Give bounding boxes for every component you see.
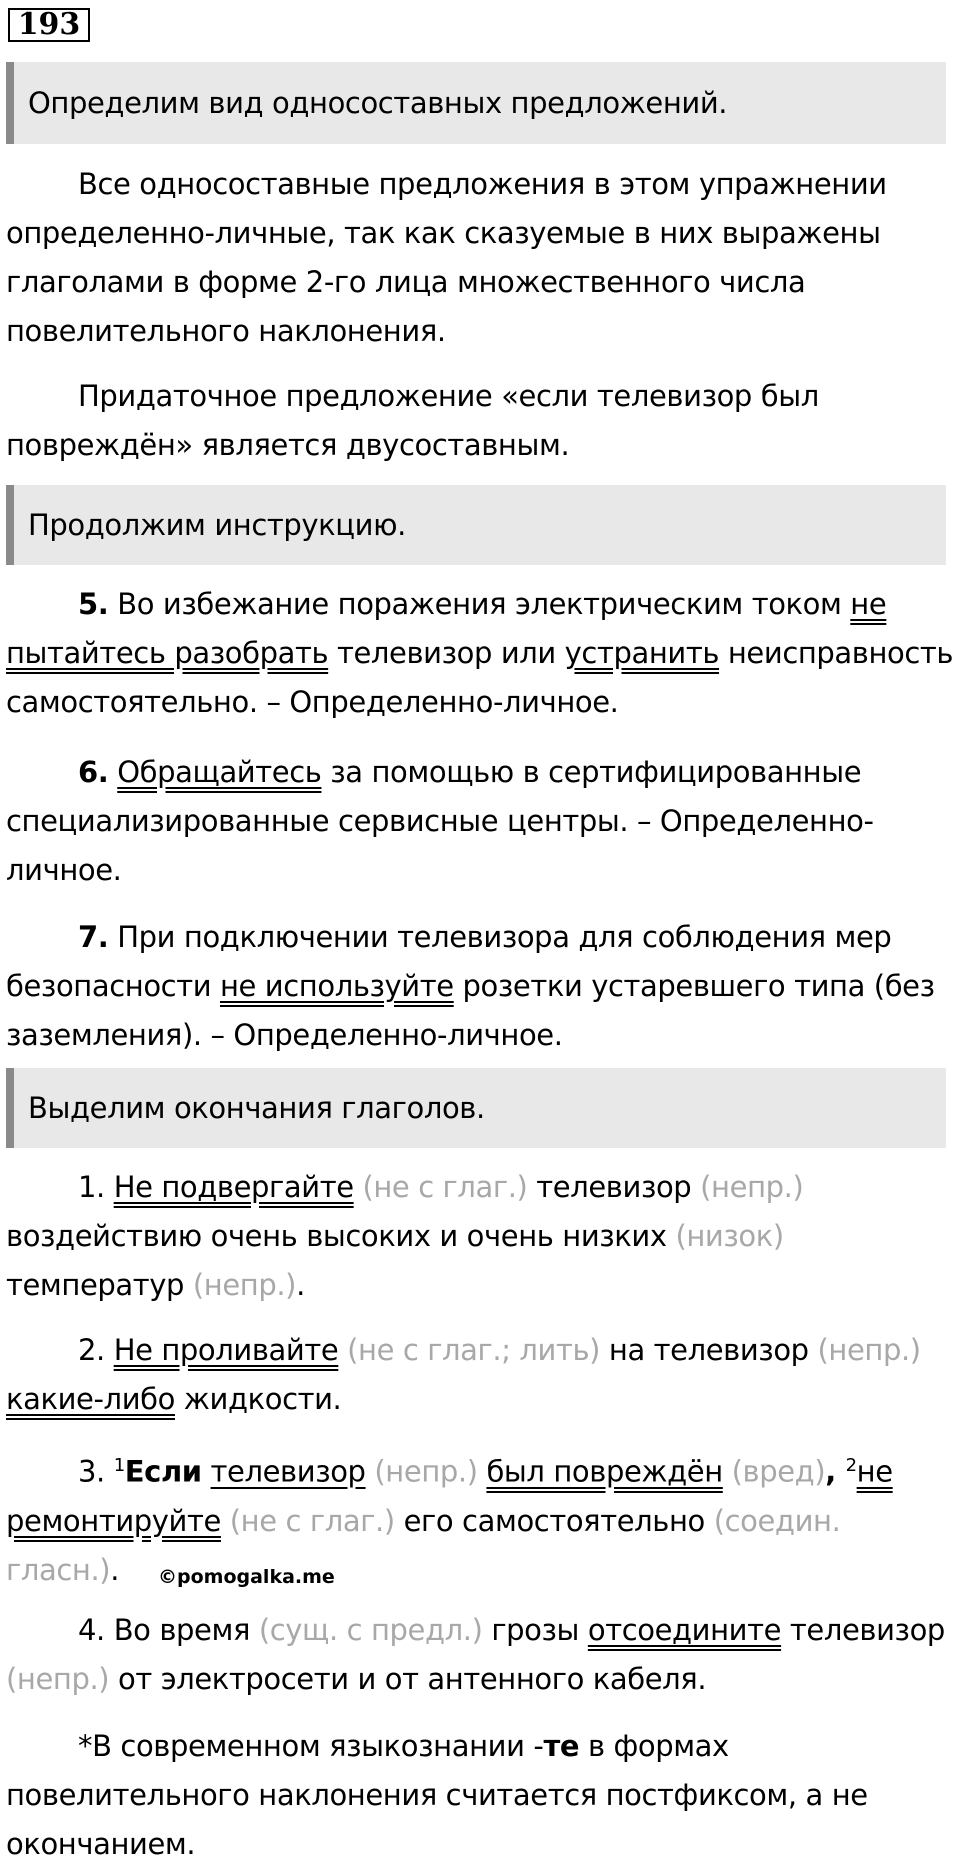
line-2-text-2: жидкости. [174, 1382, 342, 1416]
section-banner-2 [6, 485, 946, 565]
line-4-word-antenna: антенного [427, 1662, 584, 1696]
banner-1-text: Определим вид односоставных предложений. [28, 86, 728, 120]
footnote [6, 1722, 958, 1869]
line-3-text-1: его [403, 1503, 463, 1538]
paragraph-1: Все односоставные предложения в этом упражнении определенно-личные, так как сказуемые в них выражены глаголами в форме 2-го лица множественного числа повелительного наклонения. [6, 167, 887, 348]
item-7 [6, 913, 958, 1060]
item-5-text-2: телевизор или [328, 636, 565, 670]
line-3-note-2: (вред) [722, 1454, 826, 1489]
line-3-sup-1: 1 [113, 1455, 125, 1476]
line-2-word-tv: телевизор [653, 1333, 809, 1367]
line-1-end: . [296, 1268, 305, 1302]
item-5-text-3: неисправность самостоятельно. – Определенно-личное. [6, 636, 954, 719]
line-3-word-if: Если [124, 1454, 202, 1489]
banner-3-text: Выделим окончания глаголов. [28, 1091, 485, 1125]
line-2-note-2: (непр.) [808, 1333, 921, 1367]
line-1-note-3: (низок) [666, 1219, 784, 1253]
line-1-word-temp: температур [6, 1268, 185, 1302]
analysis-line-3 [6, 1441, 958, 1595]
line-4-note-1: (сущ. с предл.) [250, 1613, 492, 1647]
paragraph-2: Придаточное предложение «если телевизор был повреждён» является двусоставным. [6, 379, 819, 462]
line-2-number: 2. [78, 1333, 114, 1367]
line-3-end: . [110, 1552, 120, 1587]
line-4-word-tv: телевизор [789, 1613, 945, 1647]
item-5-predicate-2: устранить [564, 636, 720, 670]
item-6-predicate: Обращайтесь [117, 755, 322, 789]
analysis-line-4 [6, 1606, 958, 1704]
line-3-note-4: (соедин. гласн.) [6, 1503, 841, 1587]
item-6-number: 6. [78, 755, 109, 789]
line-2-text-1: на [608, 1333, 654, 1367]
line-4-number: 4. [78, 1613, 114, 1647]
line-4-verb: отсоедините [587, 1613, 782, 1647]
footnote-text-1: *В современном языкознании - [78, 1729, 544, 1763]
line-1-note-1: (не с глаг.) [353, 1170, 537, 1204]
line-3-sup-2: 2 [845, 1455, 857, 1476]
line-4-word-time: Во время [113, 1613, 251, 1647]
footnote-bold: те [543, 1729, 580, 1763]
item-5 [6, 580, 958, 727]
item-7-number: 7. [78, 920, 109, 954]
item-6-text: за помощью в сертифицированные специализированные сервисные центры. – Определенно-личное. [6, 755, 874, 887]
line-1-note-2: (непр.) [691, 1170, 804, 1204]
item-6 [6, 748, 958, 895]
line-2-word-kakie: какие-либо [6, 1382, 175, 1416]
line-3-verb: не ремонтируйте [6, 1454, 893, 1538]
banner-2-text: Продолжим инструкцию. [28, 508, 406, 542]
line-4-text-2: от электросети и от [118, 1662, 428, 1696]
analysis-line-2 [6, 1326, 958, 1424]
item-5-number: 5. [78, 587, 109, 621]
item-7-predicate: не используйте [219, 969, 454, 1003]
item-7-text-1: При подключении телевизора для соблюдения мер безопасности [6, 920, 892, 1003]
line-1-verb: Не подвергайте [113, 1170, 354, 1204]
item-5-predicate-1: не пытайтесь разобрать [6, 587, 887, 670]
line-3-word-self: самостоятельно [462, 1503, 705, 1538]
line-2-note-1: (не с глаг.; лить) [338, 1333, 609, 1367]
line-4-note-2: (непр.) [6, 1662, 119, 1696]
line-3-comma: , [825, 1454, 846, 1489]
line-2-verb: Не проливайте [113, 1333, 339, 1367]
exercise-number: 193 [8, 8, 90, 42]
section-banner-3 [6, 1068, 946, 1148]
line-3-note-3: (не с глаг.) [220, 1503, 404, 1538]
section-banner-1 [6, 62, 946, 144]
item-7-text-2: розетки устаревшего типа (без заземления). – Определенно-личное. [6, 969, 935, 1052]
line-1-word-tv: телевизор [536, 1170, 692, 1204]
line-1-number: 1. [78, 1170, 114, 1204]
item-5-text-1: Во избежание поражения электрическим током [108, 587, 851, 621]
line-3-note-1: (непр.) [365, 1454, 487, 1489]
line-1-note-4: (непр.) [184, 1268, 297, 1302]
line-3-number: 3. [78, 1454, 114, 1489]
line-4-text-3: кабеля. [583, 1662, 707, 1696]
footnote-text-2: в формах повелительного наклонения считается постфиксом, а не окончанием. [6, 1729, 868, 1861]
line-3-subject: телевизор [210, 1454, 366, 1489]
analysis-line-1 [6, 1163, 958, 1310]
copyright-mark: ©pomogalka.me [158, 1566, 335, 1588]
line-4-text-1: грозы [491, 1613, 588, 1647]
line-1-words: воздействию очень высоких и очень низких [6, 1219, 667, 1253]
line-3-predicate: был повреждён [486, 1454, 723, 1489]
